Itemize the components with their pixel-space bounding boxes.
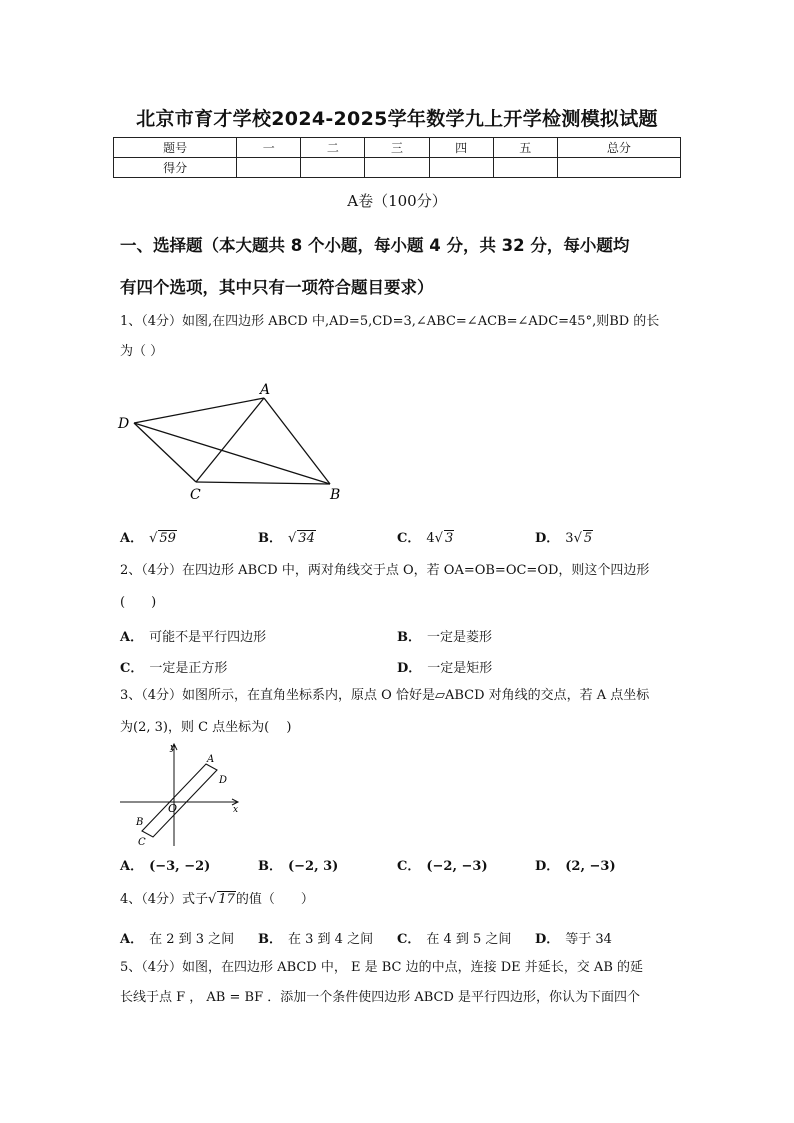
option-label: C． <box>120 661 144 676</box>
score-header-cell: 三 <box>365 138 429 158</box>
q4-option-c[interactable] <box>397 928 511 947</box>
q4-radicand: 17 <box>218 892 235 907</box>
option-label: B． <box>258 859 282 874</box>
option-label: D． <box>535 531 560 546</box>
q1-option-a[interactable]: A． √ 59 <box>120 531 176 546</box>
option-text: 一定是矩形 <box>427 661 493 676</box>
option-text: (−3, −2) <box>149 859 211 874</box>
option-coefficient: 3 <box>565 531 574 546</box>
q2-option-a[interactable] <box>120 626 266 645</box>
score-row-label: 得分 <box>114 158 237 178</box>
option-label: B． <box>258 531 282 546</box>
q3-label-c: C <box>138 837 146 848</box>
q1-stem-line2: 为（ ） <box>120 344 164 359</box>
option-text: 在 3 到 4 之间 <box>288 932 374 947</box>
option-text: (−2, 3) <box>288 859 339 874</box>
option-label: C． <box>397 859 421 874</box>
option-text: 一定是菱形 <box>427 630 493 645</box>
section-heading-line1: 一、选择题（本大题共 8 个小题，每小题 4 分，共 32 分，每小题均 <box>120 236 630 255</box>
q1-segment-cd <box>134 423 196 482</box>
q3-label-a: A <box>207 754 215 765</box>
score-input-cell <box>301 158 365 178</box>
option-text: (−2, −3) <box>426 859 488 874</box>
q3-label-o: O <box>168 802 178 815</box>
option-label: A． <box>120 630 144 645</box>
score-table-header-row <box>114 138 681 158</box>
option-label: A． <box>120 531 144 546</box>
score-table <box>113 137 681 178</box>
q3-label-b: B <box>136 817 144 828</box>
q3-option-a[interactable] <box>120 855 210 874</box>
paper-section-label: A卷（100分） <box>347 192 447 210</box>
option-text: (2, −3) <box>565 859 616 874</box>
option-radicand: 59 <box>159 531 176 546</box>
option-label: D． <box>535 859 560 874</box>
q1-option-b[interactable]: B． √ 34 <box>258 531 315 546</box>
q1-label-b: B <box>330 487 341 503</box>
q4-option-b[interactable] <box>258 928 373 947</box>
q4-option-a[interactable] <box>120 928 234 947</box>
score-input-cell <box>557 158 680 178</box>
option-text: 在 2 到 3 之间 <box>149 932 235 947</box>
score-header-cell: 一 <box>237 138 301 158</box>
score-table-score-row <box>114 158 681 178</box>
score-header-cell: 五 <box>493 138 557 158</box>
q1-option-d[interactable]: D． 3√ 5 <box>535 531 593 546</box>
score-header-cell: 二 <box>301 138 365 158</box>
option-text: 在 4 到 5 之间 <box>426 932 512 947</box>
q1-figure <box>112 378 352 508</box>
option-label: A． <box>120 859 144 874</box>
q3-label-y: y <box>170 743 176 753</box>
q3-option-c[interactable] <box>397 855 488 874</box>
q3-label-d: D <box>219 775 228 786</box>
score-input-cell <box>429 158 493 178</box>
score-header-cell: 四 <box>429 138 493 158</box>
q1-segment-da <box>134 398 264 423</box>
option-text: 一定是正方形 <box>149 661 228 676</box>
q3-label-x: x <box>233 805 239 815</box>
q1-option-c[interactable]: C． 4√ 3 <box>397 531 454 546</box>
q1-label-d: D <box>118 416 130 432</box>
q3-figure <box>116 740 246 850</box>
q1-label-c: C <box>190 487 201 503</box>
page-title: 北京市育才学校2024-2025学年数学九上开学检测模拟试题 <box>136 108 658 130</box>
q1-segment-ca <box>196 398 264 482</box>
option-radicand: 5 <box>583 531 593 546</box>
option-coefficient: 4 <box>426 531 435 546</box>
q1-stem-line1: 1、（4分）如图,在四边形 ABCD 中,AD=5,CD=3,∠ABC=∠ACB=∠ADC=45°,则BD 的长 <box>120 314 660 329</box>
q4-option-d[interactable] <box>535 928 612 947</box>
option-radicand: 3 <box>444 531 454 546</box>
option-label: B． <box>258 932 282 947</box>
q1-segment-bc <box>196 482 330 484</box>
q2-option-c[interactable] <box>120 657 227 676</box>
option-text: 等于 34 <box>565 932 612 947</box>
q3-stem-line2: 为(2, 3)，则 C 点坐标为( ) <box>120 720 292 735</box>
option-text: 可能不是平行四边形 <box>149 630 267 645</box>
score-header-cell: 总分 <box>557 138 680 158</box>
q1-segment-db <box>134 423 330 484</box>
score-header-cell: 题号 <box>114 138 237 158</box>
q2-option-b[interactable] <box>397 626 492 645</box>
q3-parallelogram <box>142 764 217 837</box>
q1-segment-ab <box>264 398 330 484</box>
option-radicand: 34 <box>298 531 315 546</box>
option-label: B． <box>397 630 421 645</box>
q3-option-d[interactable] <box>535 855 616 874</box>
q3-option-b[interactable] <box>258 855 338 874</box>
score-input-cell <box>365 158 429 178</box>
option-label: A． <box>120 932 144 947</box>
q2-stem-line2: ( ) <box>120 595 157 610</box>
option-label: C． <box>397 531 421 546</box>
q1-label-a: A <box>260 382 271 398</box>
option-label: D． <box>397 661 422 676</box>
q5-stem-line2: 长线于点 F ， AB = BF ．添加一个条件使四边形 ABCD 是平行四边形，你认为下面四个 <box>120 990 641 1005</box>
q3-stem-line1: 3、（4分）如图所示，在直角坐标系内，原点 O 恰好是▱ABCD 对角线的交点，若 A 点坐标 <box>120 688 650 703</box>
q4-stem: 4、（4分）式子√ 17的值（ ） <box>120 892 314 907</box>
section-heading-line2: 有四个选项，其中只有一项符合题目要求） <box>120 278 434 297</box>
q4-stem-prefix: 4、（4分）式子 <box>120 892 209 907</box>
option-label: C． <box>397 932 421 947</box>
q5-stem-line1: 5、（4分）如图，在四边形 ABCD 中， E 是 BC 边的中点，连接 DE 并延长，交 AB 的延 <box>120 960 644 975</box>
q4-stem-suffix: 的值（ ） <box>235 892 314 907</box>
q2-option-d[interactable] <box>397 657 492 676</box>
score-input-cell <box>237 158 301 178</box>
option-label: D． <box>535 932 560 947</box>
score-input-cell <box>493 158 557 178</box>
q2-stem-line1: 2、（4分）在四边形 ABCD 中，两对角线交于点 O，若 OA=OB=OC=OD，则这个四边形 <box>120 563 650 578</box>
